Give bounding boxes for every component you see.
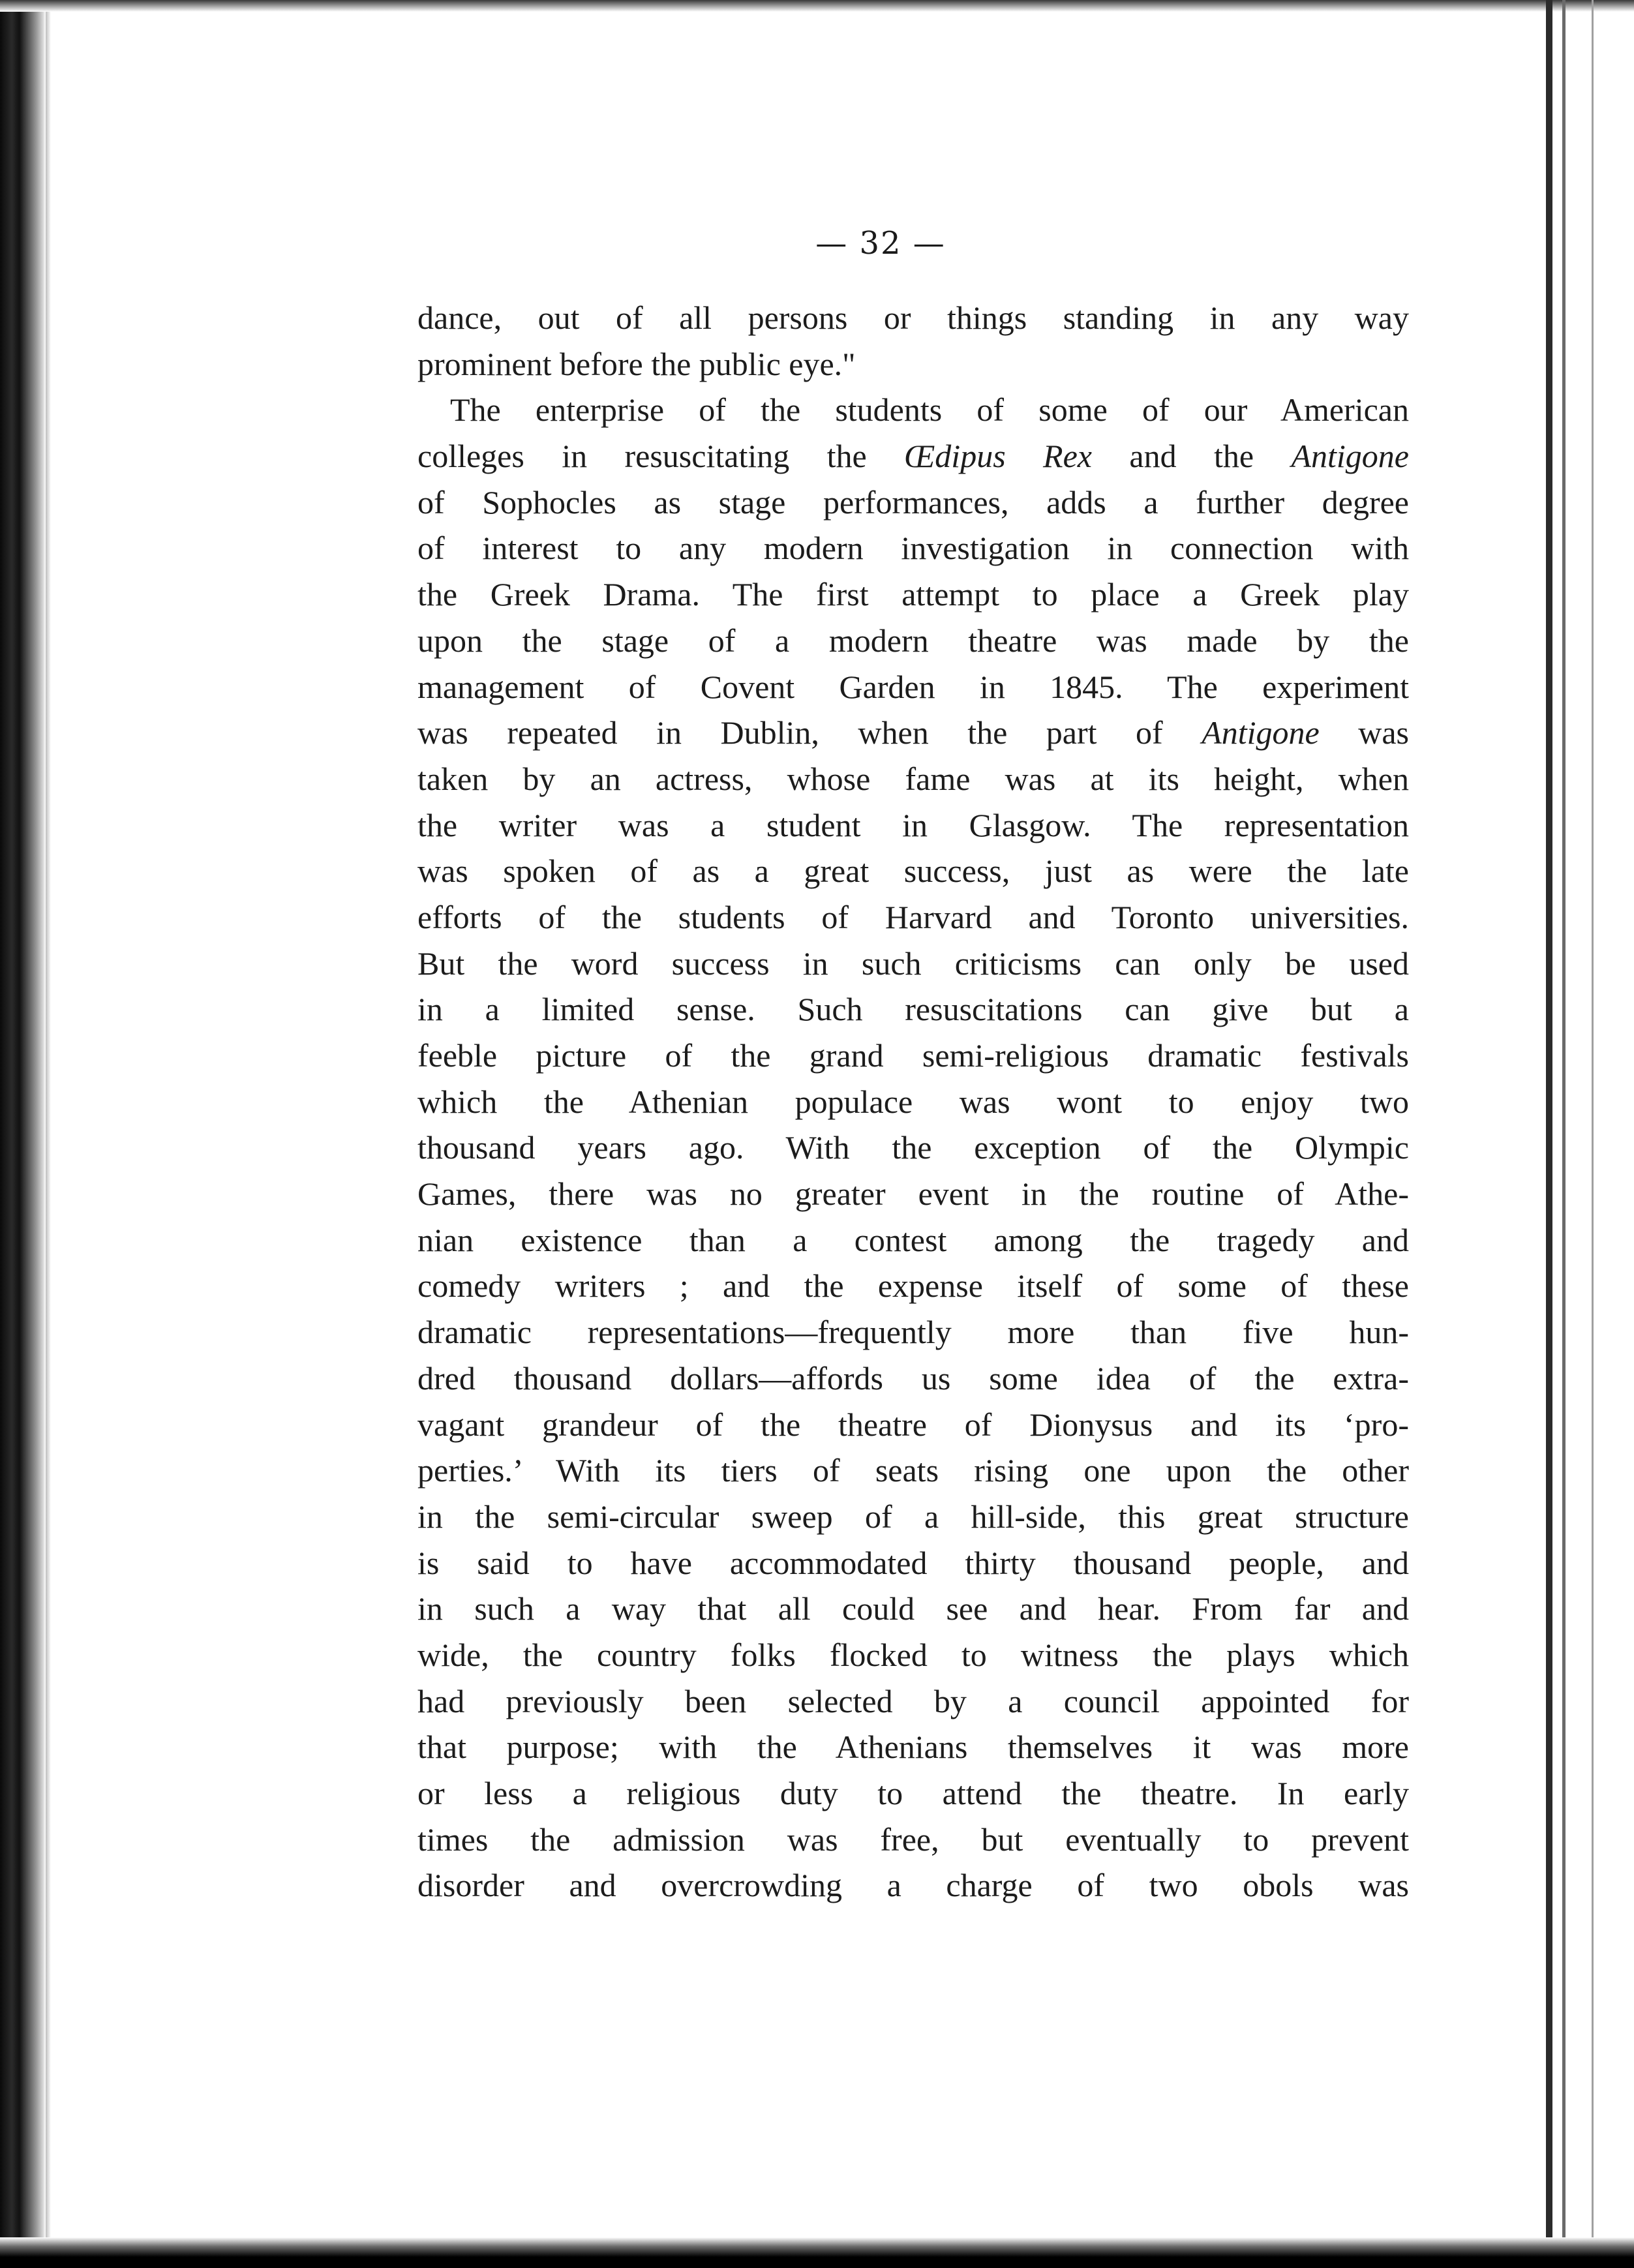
text-line: feeble picture of the grand semi-religious dramatic festivals [417, 1037, 1409, 1074]
text-line: efforts of the students of Harvard and Toronto universities. [417, 898, 1409, 935]
text-line: wide, the country folks flocked to witness the plays which [417, 1636, 1409, 1673]
text-line: dramatic representations—frequently more than five hun- [417, 1314, 1409, 1351]
right-page-edge-inner [1562, 0, 1566, 2268]
text-fragment: was [1319, 714, 1410, 751]
text-line: times the admission was free, but eventually to prevent [417, 1821, 1409, 1858]
bottom-edge [0, 2237, 1634, 2268]
text-line: vagant grandeur of the theatre of Dionysus and its ‘pro- [417, 1406, 1409, 1443]
text-line: in a limited sense. Such resuscitations can give but a [417, 991, 1409, 1028]
text-line: upon the stage of a modern theatre was made by the [417, 622, 1409, 659]
text-line: thousand years ago. With the exception of the Olympic [417, 1129, 1409, 1166]
text-line: comedy writers ; and the expense itself of some of these [417, 1267, 1409, 1305]
text-line: management of Covent Garden in 1845. The experiment [417, 668, 1409, 705]
text-line: which the Athenian populace was wont to enjoy two [417, 1083, 1409, 1120]
spine-shadow [46, 0, 51, 2268]
text-line: in such a way that all could see and hear. From far and [417, 1590, 1409, 1627]
right-page-edge [1546, 0, 1552, 2268]
top-edge [0, 0, 1634, 12]
text-line: of Sophocles as stage performances, adds a further degree [417, 483, 1409, 521]
text-line: disorder and overcrowding a charge of two obols was [417, 1867, 1409, 1904]
text-line: dred thousand dollars—affords us some idea of the extra- [417, 1359, 1409, 1397]
text-line: Games, there was no greater event in the routine of Athe- [417, 1175, 1409, 1213]
text-line: is said to have accommodated thirty thousand people, and [417, 1544, 1409, 1581]
text-fragment: was repeated in Dublin, when the part of [417, 714, 1202, 751]
text-line: perties.’ With its tiers of seats rising one upon the other [417, 1452, 1409, 1489]
page-number: — 32 — [815, 225, 946, 262]
text-line: taken by an actress, whose fame was at its height, when [417, 760, 1409, 797]
text-line: or less a religious duty to attend the theatre. In early [417, 1775, 1409, 1811]
text-line: had previously been selected by a council appointed for [417, 1682, 1409, 1719]
text-line: nian existence than a contest among the tragedy and [417, 1221, 1409, 1258]
right-page-edge-outer [1592, 0, 1594, 2268]
text-line: that purpose; with the Athenians themselves it was more [417, 1729, 1409, 1766]
book-spine [0, 0, 46, 2268]
text-line: the writer was a student in Glasgow. The representation [417, 806, 1409, 843]
text-line: The enterprise of the students of some of our American [450, 391, 1409, 429]
play-title-antigone: Antigone [1202, 714, 1320, 751]
play-title-oedipus: Œdipus Rex [904, 438, 1092, 475]
text-fragment: and the [1091, 438, 1292, 475]
text-line: of interest to any modern investigation in connection with [417, 530, 1409, 567]
text-line: But the word success in such criticisms can only be used [417, 945, 1409, 982]
body-text [417, 295, 1409, 1909]
text-line: was spoken of as a great success, just as were the late [417, 853, 1409, 890]
text-line: prominent before the public eye." [417, 345, 856, 382]
play-title-antigone: Antigone [1291, 438, 1409, 475]
text-line: the Greek Drama. The first attempt to place a Greek play [417, 576, 1409, 613]
text-line: in the semi-circular sweep of a hill-side, this great structure [417, 1498, 1409, 1535]
text-line: dance, out of all persons or things standing in any way [417, 299, 1409, 336]
text-line-with-title [417, 710, 1409, 756]
text-fragment: colleges in resuscitating the [417, 438, 905, 475]
text-line-with-titles [417, 433, 1409, 479]
